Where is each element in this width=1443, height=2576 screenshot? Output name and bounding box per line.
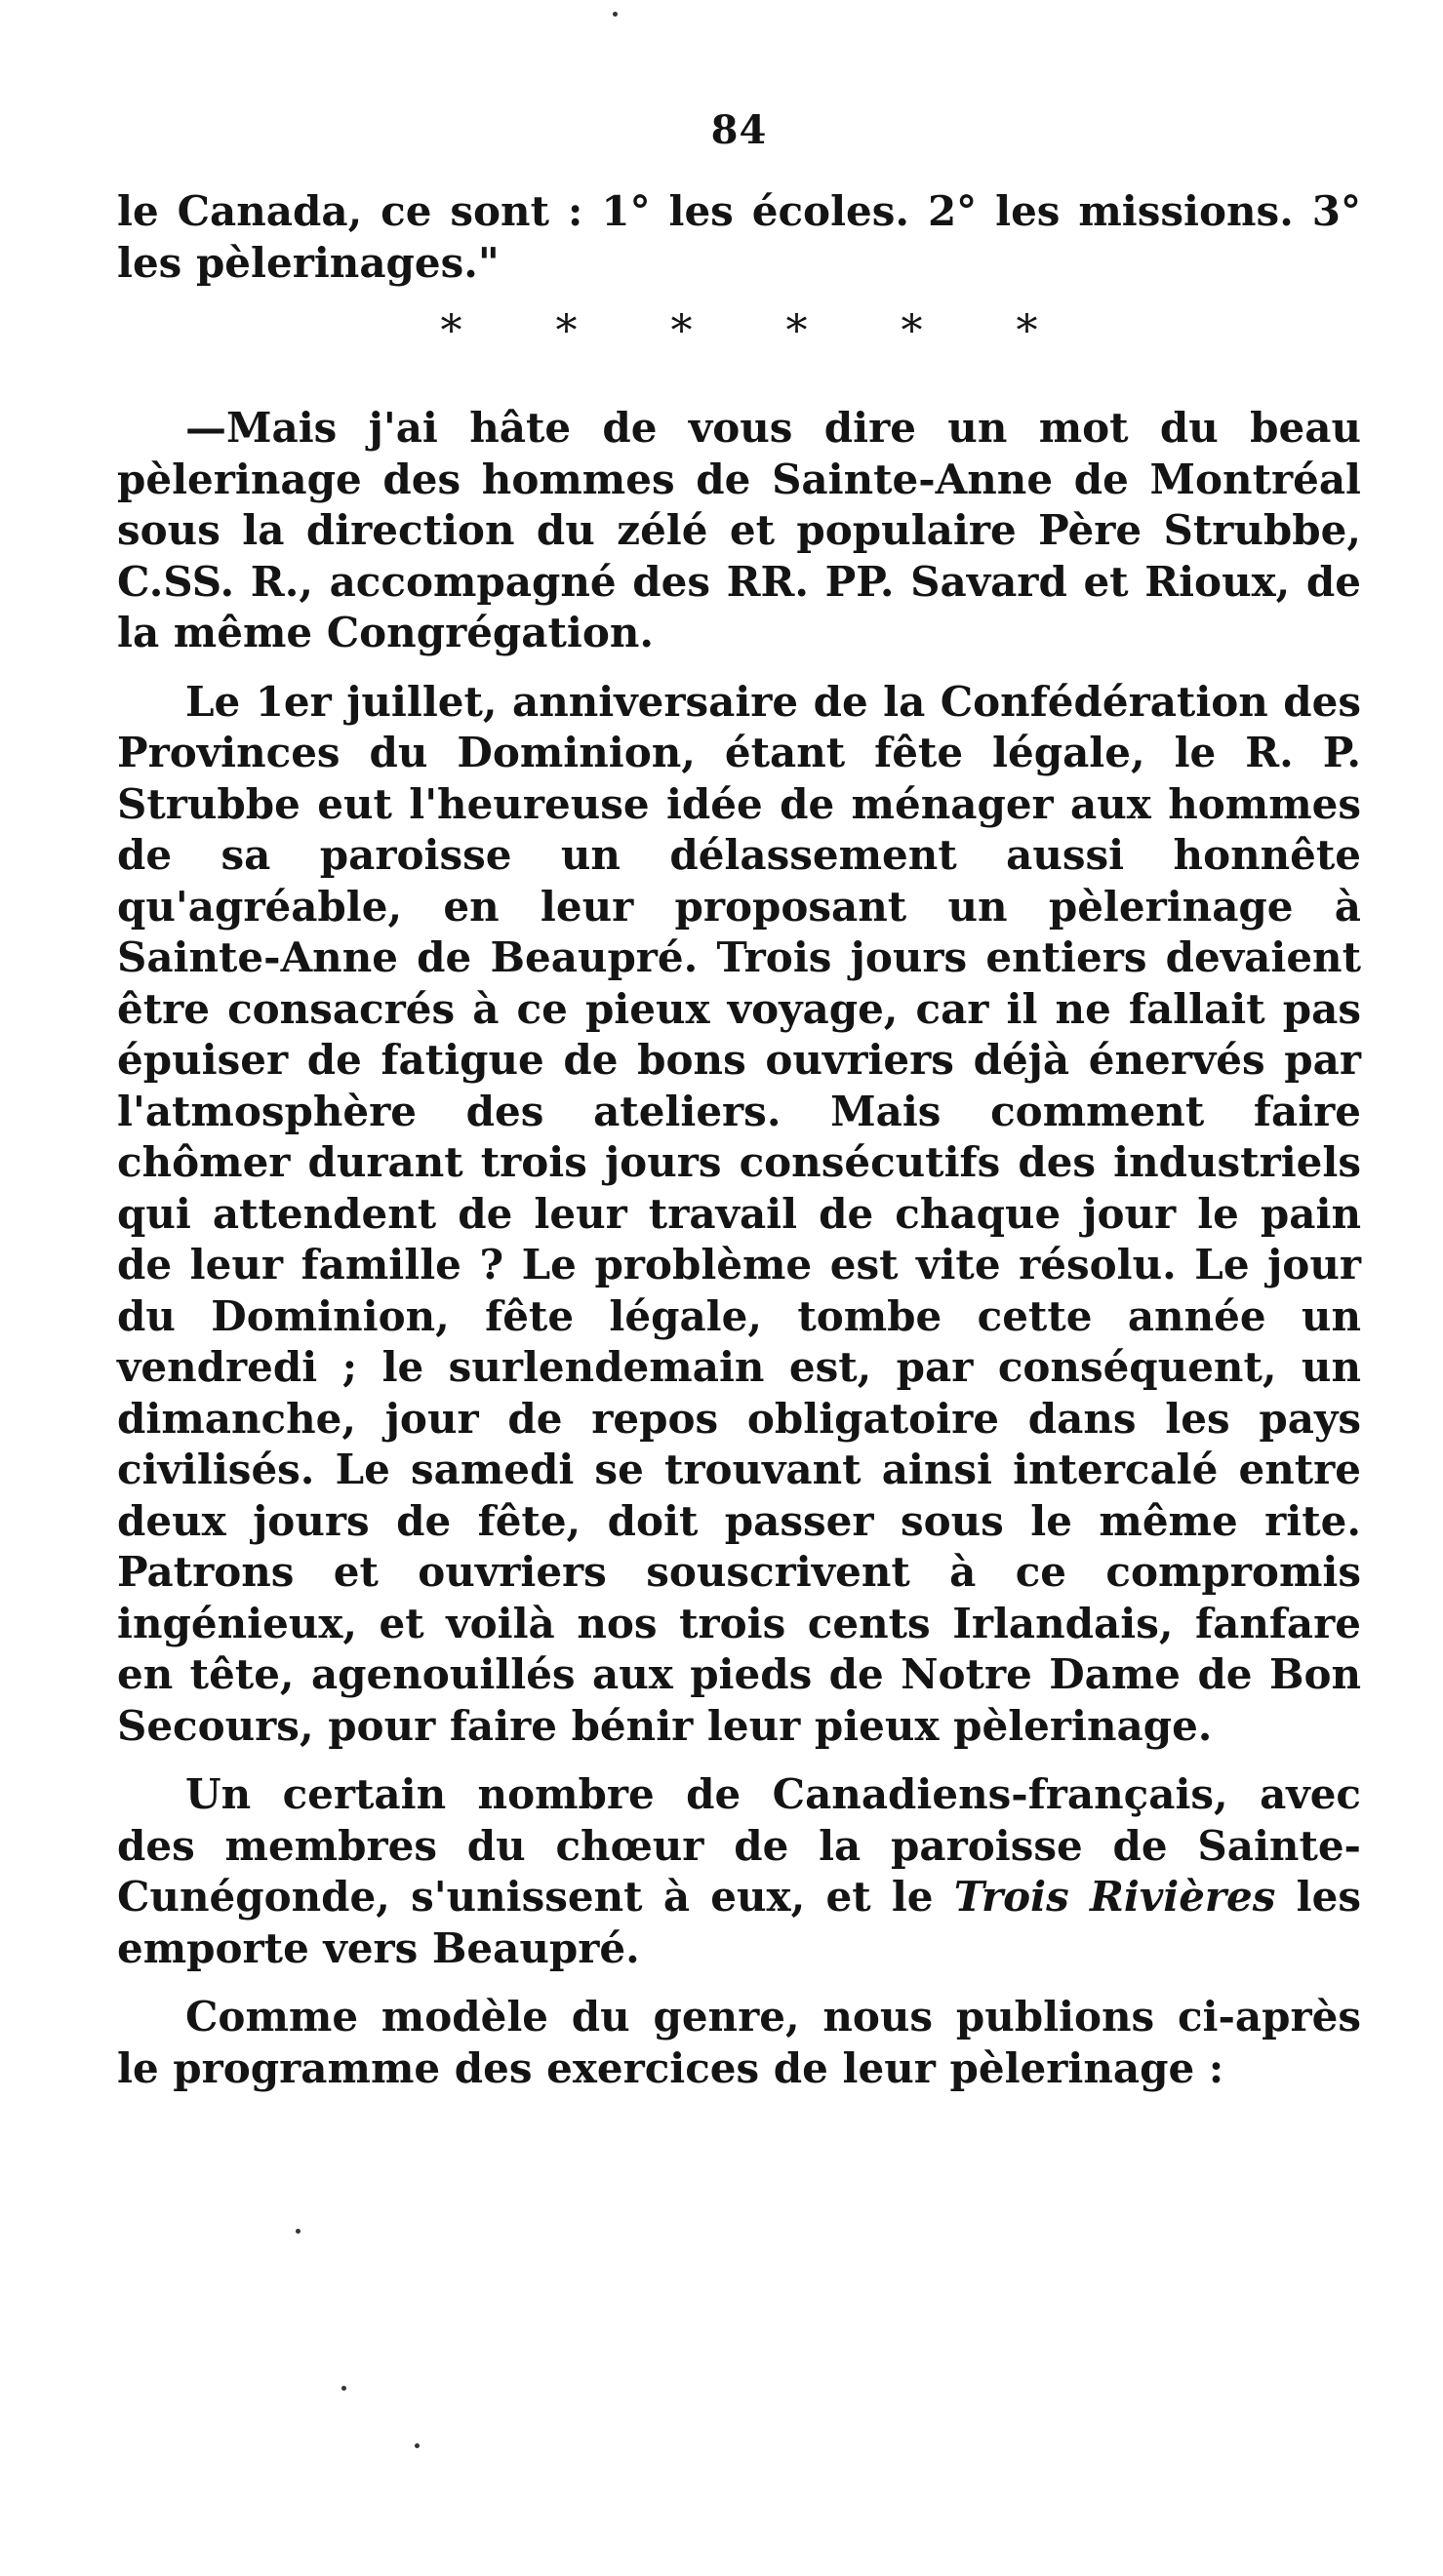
separator-star: * [1016, 306, 1038, 356]
section-separator [117, 306, 1361, 356]
separator-star: * [670, 306, 693, 356]
ship-name: Trois Rivières [953, 1873, 1276, 1921]
paragraph-text: les emporte vers Beaupré. [117, 1873, 1361, 1972]
book-page [117, 107, 1361, 2094]
paragraph-july-first: Le 1er juillet, anniversaire de la Confédération des Provinces du Dominion, étant fête légale, le R. P. Strubbe eut l'heureuse idée de ménager aux hommes de sa paroisse un délassement aussi honnête qu'agréable, en leur proposant un pèlerinage à Sainte-Anne de Beaupré. Trois jours entiers devaient être consacrés à ce pieux voyage, car il ne fallait pas épuiser de fatigue de bons ouvriers déjà énervés par l'atmosphère des ateliers. Mais comment faire chômer durant trois jours consécutifs des industriels qui attendent de leur travail de chaque jour le pain de leur famille ? Le problème est vite résolu. Le jour du Dominion, fête légale, tombe cette année un vendredi ; le surlendemain est, par conséquent, un dimanche, jour de repos obligatoire dans les pays civilisés. Le samedi se trouvant ainsi intercalé entre deux jours de fête, doit passer sous le même rite. Patrons et ouvriers souscrivent à ce compromis ingénieux, et voilà nos trois cents Irlandais, fanfare en tête, agenouillés aux pieds de Notre Dame de Bon Secours, pour faire bénir leur pieux pèlerinage. [117, 677, 1361, 1750]
paragraph-programme-intro: Comme modèle du genre, nous publions ci-après le programme des exercices de leur pèlerinage : [117, 1993, 1361, 2092]
print-speck [341, 2386, 346, 2391]
separator-star: * [440, 306, 462, 356]
paragraph-text: Un certain nombre de Canadiens-français, avec des membres du chœur de la paroisse de Sainte-Cunégonde, s'unissent à eux, et le [117, 1770, 1361, 1921]
page-number: 84 [710, 107, 768, 153]
opening-text: le Canada, ce sont : 1° les écoles. 2° les missions. 3° les pèlerinages." [117, 187, 1361, 287]
separator-star: * [785, 306, 808, 356]
separator-star: * [555, 306, 578, 356]
print-speck [415, 2443, 420, 2448]
paragraph-pilgrimage-intro: —Mais j'ai hâte de vous dire un mot du beau pèlerinage des hommes de Sainte-Anne de Montréal sous la direction du zélé et populaire Père Strubbe, C.SS. R., accompagné des RR. PP. Savard et Rioux, de la même Congrégation. [117, 404, 1361, 656]
print-speck [296, 2229, 301, 2234]
separator-star: * [901, 306, 923, 356]
print-speck [613, 12, 618, 17]
paragraph-canadiens-francais [117, 1769, 1361, 1974]
